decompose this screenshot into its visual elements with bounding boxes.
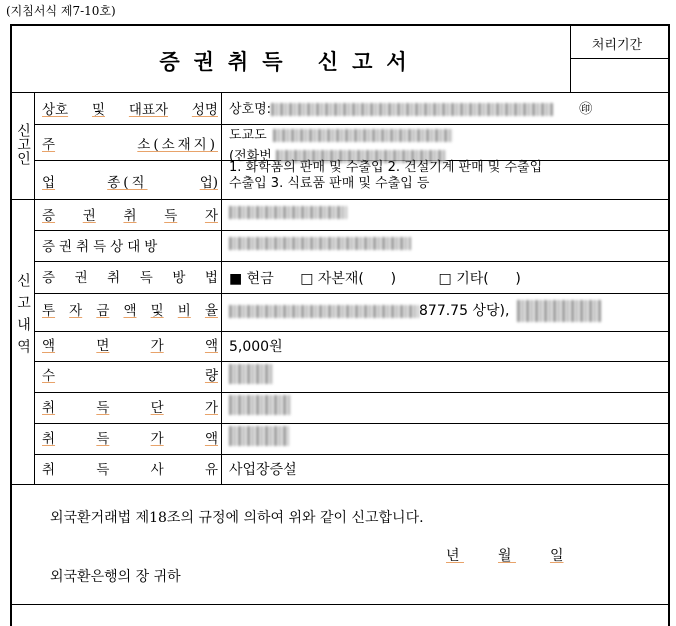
row-divider	[12, 484, 668, 485]
label-unit-price	[42, 396, 218, 416]
date-year: 년	[446, 548, 460, 564]
label-part: 가	[150, 338, 164, 354]
label-part: 투	[42, 303, 56, 319]
group-reporter-text: 신고인	[15, 123, 31, 165]
label-counterparty	[42, 235, 218, 255]
redacted-text	[229, 305, 419, 318]
label-part: 취	[123, 208, 137, 224]
label-part: 율	[204, 303, 218, 319]
label-part: 업)	[199, 175, 218, 191]
label-part: 득	[96, 431, 110, 447]
row-divider	[34, 293, 668, 294]
label-part: 취	[42, 462, 56, 478]
redacted-text	[273, 129, 453, 142]
form-number: (지침서식 제7-10호)	[6, 4, 116, 18]
company-name-prefix: 상호명:	[229, 102, 272, 117]
row-divider	[34, 331, 668, 332]
redacted-text	[229, 395, 291, 415]
label-part: 액	[204, 338, 218, 354]
date-month: 월	[497, 548, 512, 564]
label-part: 면	[96, 338, 110, 354]
value-acquirer	[229, 205, 347, 220]
business-line2: 수출입 3. 식료품 판매 및 수출입 등	[229, 176, 430, 191]
label-part: 가	[150, 431, 164, 447]
seal-mark: ㊞	[579, 102, 593, 117]
label-part: 방	[172, 270, 186, 286]
method-other-option: □ 기타( )	[438, 271, 521, 287]
label-part: 단	[150, 400, 164, 416]
redacted-text	[229, 426, 289, 446]
date-line	[446, 545, 564, 565]
form-title: 증권취득 신고서	[159, 50, 421, 74]
label-part: 비	[177, 303, 191, 319]
value-face-value: 5,000원	[229, 339, 283, 355]
group-details	[11, 232, 33, 402]
bottom-divider	[10, 604, 668, 605]
redacted-text	[229, 364, 273, 384]
row-divider	[34, 392, 668, 393]
label-part: 취	[107, 270, 121, 286]
value-investment	[229, 300, 601, 322]
row-divider	[12, 92, 668, 93]
redacted-text	[229, 237, 411, 250]
label-part: 소(소재지)	[137, 137, 218, 153]
value-counterparty	[229, 236, 411, 251]
method-cash-option: ■ 현금	[229, 271, 274, 287]
col-divider	[221, 92, 222, 484]
row-divider	[34, 230, 668, 231]
value-address	[229, 124, 453, 164]
label-face-value	[42, 334, 218, 354]
value-reason: 사업장증설	[229, 462, 297, 478]
row-divider	[570, 58, 668, 59]
label-part: 및	[91, 102, 106, 118]
value-business-type	[229, 160, 542, 192]
value-acquisition-amount	[229, 426, 289, 446]
redacted-text	[271, 103, 553, 116]
business-line1: 1. 화학품의 판매 및 수출입 2. 건설기계 판매 및 수출입	[229, 160, 543, 175]
label-part: 자	[204, 208, 218, 224]
label-part: 액	[204, 431, 218, 447]
label-part: 량	[204, 368, 218, 384]
label-part: 및	[150, 303, 164, 319]
label-part: 권	[82, 208, 96, 224]
label-part: 액	[42, 338, 56, 354]
label-part: 법	[204, 270, 218, 286]
label-part: 득	[164, 208, 178, 224]
label-address	[42, 133, 218, 153]
investment-visible-text: 877.75 상당),	[419, 303, 510, 319]
label-part: 유	[204, 462, 218, 478]
label-part: 취	[42, 431, 56, 447]
group-reporter	[11, 108, 33, 180]
label-method	[42, 266, 218, 286]
label-part: 가	[204, 400, 218, 416]
label-part: 수	[42, 368, 56, 384]
label-part: 대표자	[128, 102, 169, 118]
address-line1: 도교도	[229, 128, 267, 143]
value-method	[229, 268, 521, 288]
label-part: 주	[42, 137, 56, 153]
label-company-name	[42, 98, 218, 118]
row-divider	[12, 199, 668, 200]
redacted-text	[229, 206, 347, 219]
label-acquirer	[42, 204, 218, 224]
declaration-statement: 외국환거래법 제18조의 규정에 의하여 위와 같이 신고합니다.	[50, 510, 424, 526]
label-part: 득	[139, 270, 153, 286]
label-part: 증권취득상대방	[42, 239, 162, 255]
label-part: 사	[150, 462, 164, 478]
label-quantity	[42, 364, 218, 384]
date-day: 일	[549, 548, 564, 564]
label-part: 득	[96, 400, 110, 416]
label-part: 성명	[191, 102, 218, 118]
row-divider	[34, 261, 668, 262]
address-line2: (전화번	[229, 149, 272, 164]
row-divider	[34, 361, 668, 362]
label-part: 자	[69, 303, 83, 319]
label-investment	[42, 299, 218, 319]
label-acquisition-amount	[42, 427, 218, 447]
row-divider	[34, 423, 668, 424]
label-part: 증	[42, 270, 56, 286]
label-part: 취	[42, 400, 56, 416]
label-part: 증	[42, 208, 56, 224]
label-business-type	[42, 171, 218, 191]
value-quantity	[229, 364, 273, 384]
processing-period-label: 처리기간	[591, 38, 643, 53]
row-divider	[34, 454, 668, 455]
label-part: 액	[123, 303, 137, 319]
label-part: 득	[96, 462, 110, 478]
method-capital-option: □ 자본재( )	[300, 271, 397, 287]
redacted-text	[517, 300, 601, 322]
label-part: 권	[74, 270, 88, 286]
group-details-text: 신고내역	[15, 273, 31, 361]
label-reason	[42, 458, 218, 478]
label-part: 상호	[42, 102, 69, 118]
label-part: 종(직	[107, 175, 148, 191]
addressee: 외국환은행의 장 귀하	[50, 569, 181, 585]
label-part: 금	[96, 303, 110, 319]
value-company-name	[229, 98, 592, 117]
label-part: 업	[42, 175, 56, 191]
value-unit-price	[229, 395, 291, 415]
